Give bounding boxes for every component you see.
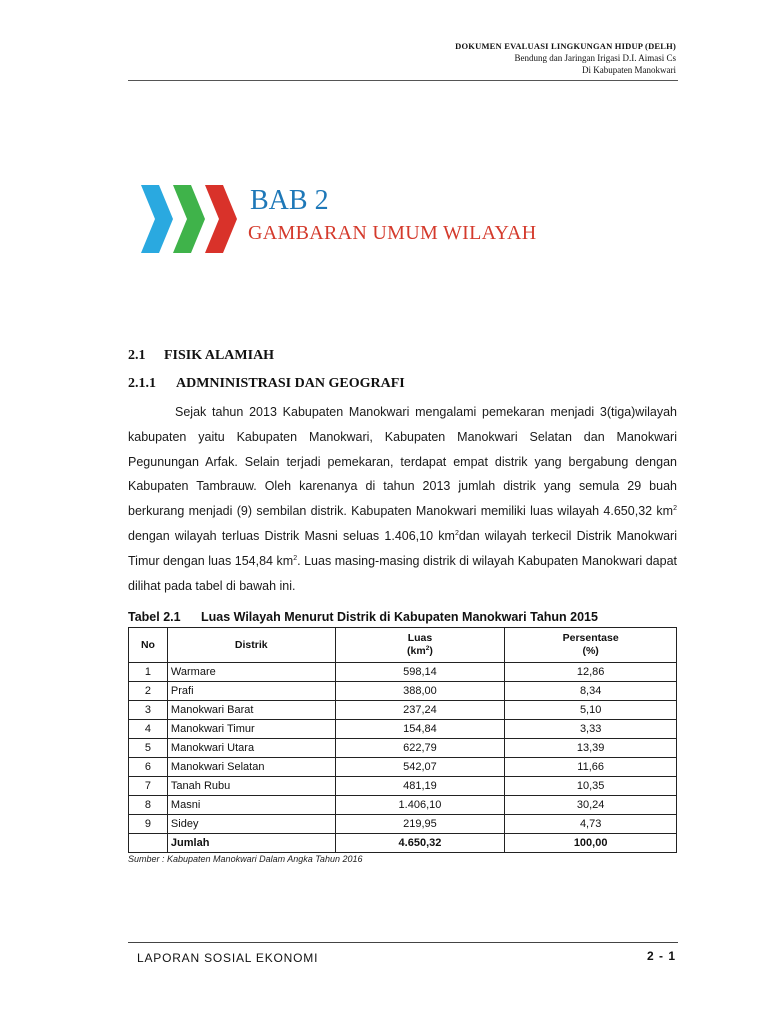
cell-distrik: Sidey [167, 815, 335, 834]
cell-distrik: Masni [167, 796, 335, 815]
section-heading-2-1-1 [128, 375, 405, 393]
header-location: Di Kabupaten Manokwari [582, 65, 676, 75]
table-row [129, 758, 677, 777]
cell-no: 5 [129, 739, 168, 758]
table-caption-text: Luas Wilayah Menurut Distrik di Kabupaten Manokwari Tahun 2015 [201, 610, 598, 624]
cell-luas: 542,07 [335, 758, 505, 777]
chapter-chevron-icon [139, 183, 239, 255]
header-document-title: DOKUMEN EVALUASI LINGKUNGAN HIDUP (DELH) [455, 41, 676, 51]
chevron-red [205, 185, 237, 253]
cell-persentase: 12,86 [505, 663, 677, 682]
cell-no: 9 [129, 815, 168, 834]
table-caption [128, 609, 598, 625]
header-divider [128, 80, 678, 81]
header-persentase: Persentase (%) [505, 628, 677, 663]
cell-persentase: 13,39 [505, 739, 677, 758]
cell-no: 7 [129, 777, 168, 796]
cell-no: 6 [129, 758, 168, 777]
table-row [129, 815, 677, 834]
table-total-row [129, 834, 677, 853]
district-area-table [128, 627, 677, 853]
table-caption-number: Tabel 2.1 [128, 610, 181, 624]
cell-no: 1 [129, 663, 168, 682]
cell-distrik: Manokwari Barat [167, 701, 335, 720]
chevron-green [173, 185, 205, 253]
footer-report-title: LAPORAN SOSIAL EKONOMI [137, 951, 319, 965]
cell-persentase: 11,66 [505, 758, 677, 777]
table-row [129, 796, 677, 815]
chapter-label: BAB 2 [250, 185, 329, 216]
cell-distrik: Warmare [167, 663, 335, 682]
table-body [129, 663, 677, 853]
cell-luas: 388,00 [335, 682, 505, 701]
table-source-note: Sumber : Kabupaten Manokwari Dalam Angka Tahun 2016 [128, 854, 363, 864]
cell-luas: 154,84 [335, 720, 505, 739]
header-project-name: Bendung dan Jaringan Irigasi D.I. Aimasi Cs [514, 53, 676, 63]
cell-total-luas: 4.650,32 [335, 834, 505, 853]
cell-distrik: Manokwari Selatan [167, 758, 335, 777]
cell-luas: 598,14 [335, 663, 505, 682]
cell-persentase: 3,33 [505, 720, 677, 739]
cell-distrik: Manokwari Timur [167, 720, 335, 739]
table-row [129, 777, 677, 796]
cell-persentase: 30,24 [505, 796, 677, 815]
cell-distrik: Manokwari Utara [167, 739, 335, 758]
cell-luas: 481,19 [335, 777, 505, 796]
chevron-blue [141, 185, 173, 253]
cell-luas: 219,95 [335, 815, 505, 834]
header-distrik: Distrik [167, 628, 335, 663]
cell-total-persentase: 100,00 [505, 834, 677, 853]
cell-luas: 237,24 [335, 701, 505, 720]
chapter-title: GAMBARAN UMUM WILAYAH [248, 222, 537, 244]
cell-distrik: Prafi [167, 682, 335, 701]
table-row [129, 701, 677, 720]
cell-distrik: Tanah Rubu [167, 777, 335, 796]
cell-no: 4 [129, 720, 168, 739]
table-row [129, 682, 677, 701]
section-number: 2.1.1 [128, 376, 156, 391]
footer-divider [128, 942, 678, 943]
cell-no: 8 [129, 796, 168, 815]
cell-persentase: 5,10 [505, 701, 677, 720]
cell-total-label: Jumlah [167, 834, 335, 853]
cell-luas: 622,79 [335, 739, 505, 758]
section-heading-2-1 [128, 347, 274, 365]
header-no: No [129, 628, 168, 663]
cell-persentase: 10,35 [505, 777, 677, 796]
page-number: 2 - 1 [646, 949, 676, 963]
header-luas: Luas $(km^2)$ [335, 628, 505, 663]
cell-luas: 1.406,10 [335, 796, 505, 815]
table-header-row [129, 628, 677, 663]
section-number: 2.1 [128, 348, 146, 363]
document-header [455, 40, 676, 76]
section-title: ADMNINISTRASI DAN GEOGRAFI [176, 376, 405, 391]
cell-no: 2 [129, 682, 168, 701]
cell-persentase: 8,34 [505, 682, 677, 701]
table-row [129, 739, 677, 758]
body-paragraph: Sejak tahun 2013 Kabupaten Manokwari mengalami pemekaran menjadi 3(tiga)wilayah kabupaten yaitu Kabupaten Manokwari, Kabupaten Manokwari Selatan dan Manokwari Pegunungan Arfak. Selain terjadi pemekaran, terdapat empat distrik yang bergabung dengan Kabupaten Tambrauw. Oleh karenanya di tahun 2013 jumlah distrik yang semula 29 buah berkurang menjadi (9) sembilan distrik. Kabupaten Manokwari memiliki luas wilayah 4.650,32 $km^2$ dengan wilayah terluas Distrik Masni seluas 1.406,10 $km^2dan$ wilayah terkecil Distrik Manokwari Timur dengan luas 154,84 $km^2$. Luas masing-masing distrik di wilayah Kabupaten Manokwari dapat dilihat pada tabel di bawah ini. [128, 405, 677, 593]
table-row [129, 720, 677, 739]
section-title: FISIK ALAMIAH [164, 348, 275, 363]
cell-no [129, 834, 168, 853]
table-row [129, 663, 677, 682]
cell-persentase: 4,73 [505, 815, 677, 834]
cell-no: 3 [129, 701, 168, 720]
